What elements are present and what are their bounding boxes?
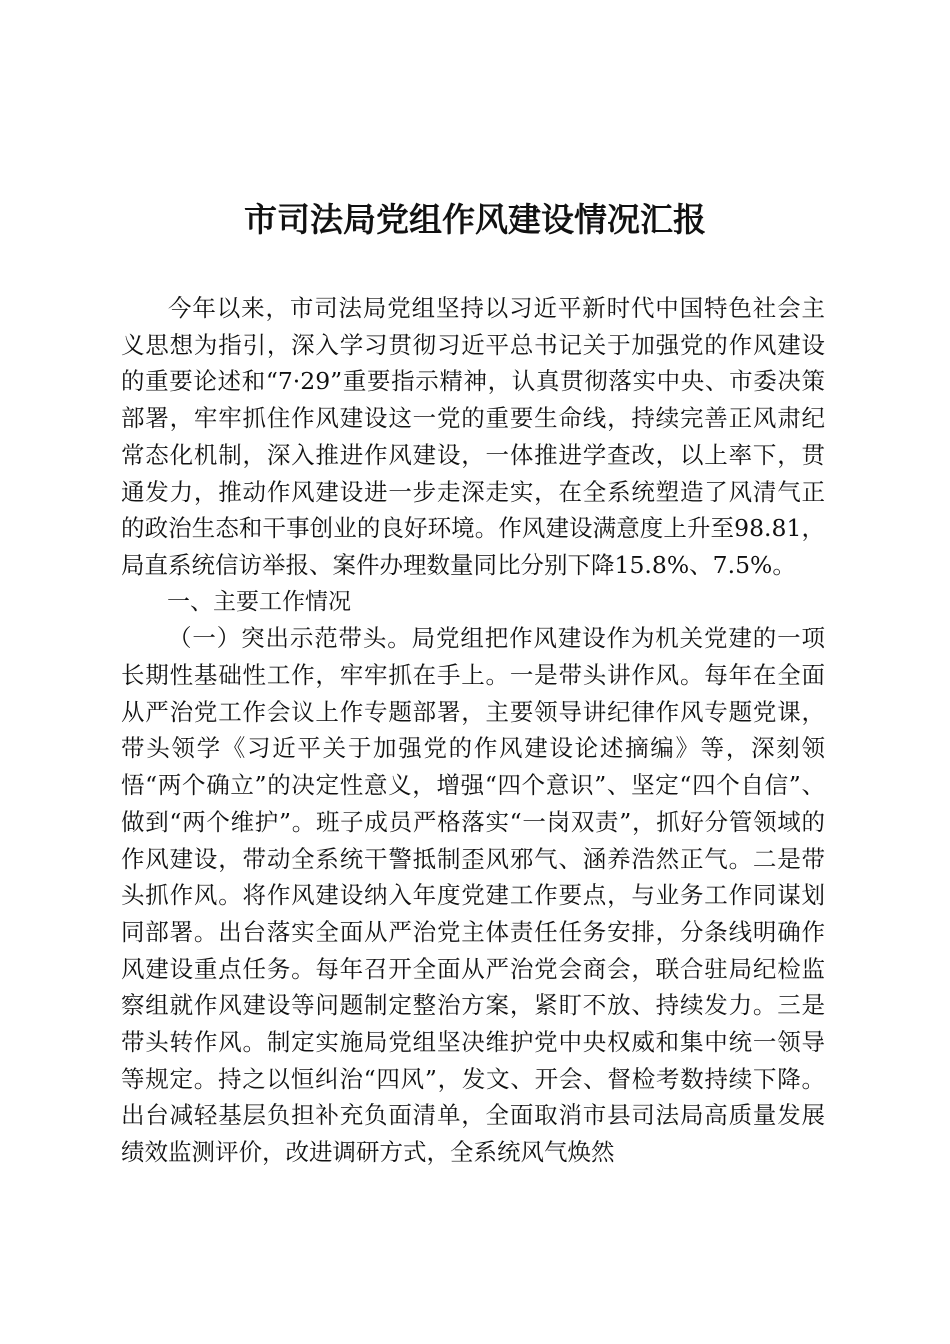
- document-title: 市司法局党组作风建设情况汇报: [244, 200, 706, 239]
- intro-paragraph: 今年以来，市司法局党组坚持以习近平新时代中国特色社会主义思想为指引，深入学习贯彻习近平总书记关于加强党的作风建设的重要论述和“7·29”重要指示精神，认真贯彻落实中央、市委决策部署，牢牢抓住作风建设这一党的重要生命线，持续完善正风肃纪常态化机制，深入推进作风建设，一体推进学查改，以上率下，贯通发力，推动作风建设进一步走深走实，在全系统塑造了风清气正的政治生态和干事创业的良好环境。作风建设满意度上升至98.81，局直系统信访举报、案件办理数量同比分别下降15.8%、7.5%。: [121, 294, 825, 579]
- subsection-paragraph: （一）突出示范带头。局党组把作风建设作为机关党建的一项长期性基础性工作，牢牢抓在手上。一是带头讲作风。每年在全面从严治党工作会议上作专题部署，主要领导讲纪律作风专题党课，带头领学《习近平关于加强党的作风建设论述摘编》等，深刻领悟“两个确立”的决定性意义，增强“四个意识”、坚定“四个自信”、做到“两个维护”。班子成员严格落实“一岗双责”，抓好分管领域的作风建设，带动全系统干警抵制歪风邪气、涵养浩然正气。二是带头抓作风。将作风建设纳入年度党建工作要点，与业务工作同谋划同部署。出台落实全面从严治党主体责任任务安排，分条线明确作风建设重点任务。每年召开全面从严治党会商会，联合驻局纪检监察组就作风建设等问题制定整治方案，紧盯不放、持续发力。三是带头转作风。制定实施局党组坚决维护党中央权威和集中统一领导等规定。持之以恒纠治“四风”，发文、开会、督检考数持续下降。出台减轻基层负担补充负面清单，全面取消市县司法局高质量发展绩效监测评价，改进调研方式，全系统风气焕然: [121, 624, 825, 1167]
- document-body: [121, 290, 825, 1171]
- section-heading: 一、主要工作情况: [167, 588, 351, 615]
